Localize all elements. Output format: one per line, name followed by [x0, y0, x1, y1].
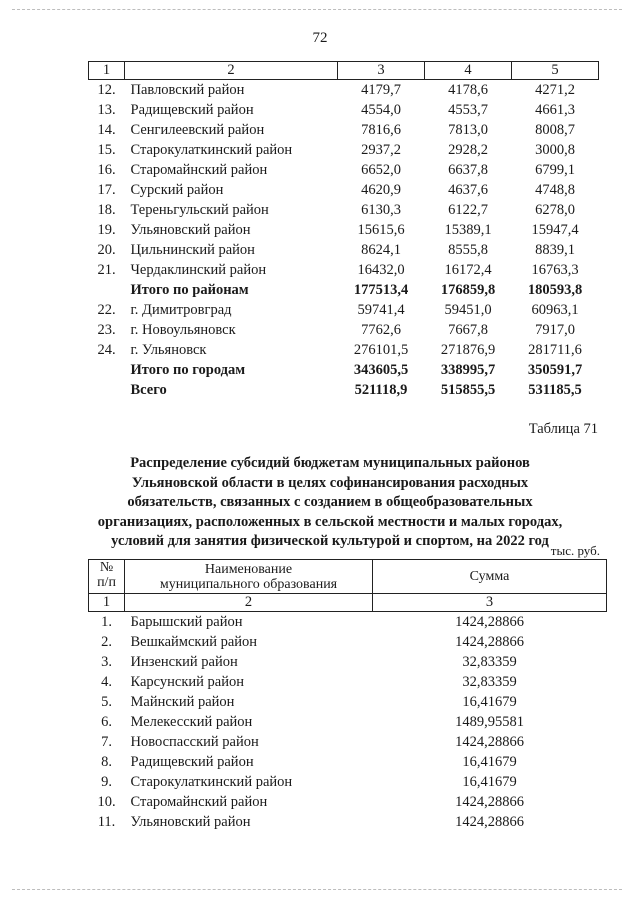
row-value-4: 338995,7: [440, 361, 496, 378]
table-row: [89, 240, 599, 260]
col-number: 4: [425, 62, 512, 80]
row-name: Итого по городам: [130, 361, 246, 378]
row-value-4: 4553,7: [448, 101, 488, 118]
row-name: Сенгилеевский район: [130, 121, 265, 138]
row-value-3: 59741,4: [357, 301, 405, 318]
row-number: 11.: [97, 813, 116, 830]
row-value-5: 350591,7: [527, 361, 583, 378]
row-number: 21.: [97, 261, 116, 278]
row-value-4: 7813,0: [448, 121, 488, 138]
table-row: [89, 160, 599, 180]
table-row: [89, 732, 607, 752]
table-heading: [90, 454, 570, 552]
row-value-3: 7816,6: [361, 121, 401, 138]
row-value-3: 8624,1: [361, 241, 401, 258]
row-name: Старокулаткинский район: [130, 141, 293, 158]
header-num: № п/п: [89, 560, 125, 594]
row-value-5: 531185,5: [528, 381, 582, 398]
row-name: г. Ульяновск: [130, 341, 207, 358]
table-row: [89, 752, 607, 772]
row-sum: 1424,28866: [455, 813, 524, 830]
row-number: 19.: [97, 221, 116, 238]
row-value-4: 6122,7: [448, 201, 488, 218]
row-value-4: 59451,0: [444, 301, 492, 318]
row-sum: 1424,28866: [455, 633, 524, 650]
row-value-5: 8839,1: [535, 241, 575, 258]
table-row: [89, 380, 599, 400]
row-name: Инзенский район: [130, 653, 238, 670]
row-number: 20.: [97, 241, 116, 258]
table-row: [89, 80, 599, 101]
page-number: 72: [312, 30, 328, 46]
row-value-4: 176859,8: [440, 281, 496, 298]
row-name: Старомайнский район: [130, 793, 268, 810]
header-row: [89, 560, 607, 594]
row-value-5: 6799,1: [535, 161, 575, 178]
heading-line: Распределение субсидий бюджетам муниципальных районов: [130, 455, 530, 471]
row-name: Цильнинский район: [130, 241, 255, 258]
header-sum: Сумма: [373, 560, 607, 594]
row-value-3: 343605,5: [353, 361, 409, 378]
row-number: 14.: [97, 121, 116, 138]
table-row: [89, 632, 607, 652]
table-row: [89, 200, 599, 220]
row-name: г. Новоульяновск: [130, 321, 236, 338]
row-sum: 1424,28866: [455, 733, 524, 750]
row-value-3: 6652,0: [361, 161, 401, 178]
row-name: Радищевский район: [130, 753, 254, 770]
row-value-4: 2928,2: [448, 141, 488, 158]
table-row: [89, 692, 607, 712]
column-number-row: [89, 62, 599, 80]
row-name: Майнский район: [130, 693, 235, 710]
row-number: [89, 360, 125, 380]
table-row: [89, 772, 607, 792]
row-value-5: 281711,6: [528, 341, 582, 358]
row-value-3: 177513,4: [353, 281, 409, 298]
row-name: Ульяновский район: [130, 813, 251, 830]
row-number: 23.: [97, 321, 116, 338]
row-number: 18.: [97, 201, 116, 218]
row-sum: 32,83359: [462, 653, 517, 670]
row-value-5: 6278,0: [535, 201, 575, 218]
table-caption: Таблица 71: [528, 421, 598, 437]
row-value-5: 4271,2: [535, 81, 575, 98]
table-row: [89, 320, 599, 340]
row-sum: 1424,28866: [455, 793, 524, 810]
table-row: [89, 260, 599, 280]
row-value-3: 2937,2: [361, 141, 401, 158]
table-row: [89, 812, 607, 832]
col-number: 3: [373, 594, 607, 612]
col-number: 1: [89, 62, 125, 80]
row-name: Всего: [130, 381, 167, 398]
heading-line: организациях, расположенных в сельской местности и малых городах,: [97, 513, 563, 530]
row-value-4: 271876,9: [440, 341, 496, 358]
row-sum: 16,41679: [462, 773, 517, 790]
table-row: [89, 220, 599, 240]
row-number: 24.: [97, 341, 116, 358]
row-value-4: 4637,6: [448, 181, 488, 198]
header-name: Наименование муниципального образования: [125, 560, 373, 594]
row-number: 15.: [97, 141, 116, 158]
row-value-3: 276101,5: [353, 341, 409, 358]
row-number: 8.: [101, 753, 112, 770]
row-number: [89, 280, 125, 300]
row-number: 12.: [97, 81, 116, 98]
table-row: [89, 280, 599, 300]
column-number-row: [89, 594, 607, 612]
row-name: Вешкаймский район: [130, 633, 258, 650]
scan-edge-bottom: [12, 889, 622, 890]
row-value-4: 515855,5: [440, 381, 496, 398]
col-number: 3: [338, 62, 425, 80]
row-value-5: 4661,3: [535, 101, 575, 118]
row-number: 6.: [101, 713, 112, 730]
row-number: 9.: [101, 773, 112, 790]
table-row: [89, 120, 599, 140]
row-value-5: 180593,8: [527, 281, 583, 298]
heading-line: условий для занятия физической культурой и спортом, на 2022 год: [111, 533, 549, 550]
table-row: [89, 140, 599, 160]
row-value-5: 3000,8: [535, 141, 575, 158]
continuation-table: [88, 61, 599, 400]
unit-label: тыс. руб.: [550, 543, 600, 558]
row-name: Чердаклинский район: [130, 261, 267, 278]
row-value-4: 16172,4: [444, 261, 492, 278]
row-name: Ульяновский район: [130, 221, 251, 238]
row-name: Тереньгульский район: [130, 201, 269, 218]
row-sum: 32,83359: [462, 673, 517, 690]
row-sum: 16,41679: [462, 693, 517, 710]
row-name: Карсунский район: [130, 673, 245, 690]
row-value-3: 16432,0: [357, 261, 405, 278]
row-value-3: 4554,0: [361, 101, 401, 118]
row-value-4: 8555,8: [448, 241, 488, 258]
col-number: 2: [125, 62, 338, 80]
table-row: [89, 672, 607, 692]
row-value-4: 7667,8: [448, 321, 488, 338]
row-number: 4.: [101, 673, 112, 690]
col-number: 2: [125, 594, 373, 612]
row-value-3: 4179,7: [361, 81, 401, 98]
table-row: [89, 792, 607, 812]
row-number: 3.: [101, 653, 112, 670]
row-value-4: 4178,6: [448, 81, 488, 98]
row-number: 22.: [97, 301, 116, 318]
row-value-5: 60963,1: [531, 301, 579, 318]
table-row: [89, 180, 599, 200]
row-value-3: 521118,9: [354, 381, 408, 398]
row-name: Старокулаткинский район: [130, 773, 293, 790]
row-number: 5.: [101, 693, 112, 710]
table-row: [89, 612, 607, 633]
row-name: г. Димитровград: [130, 301, 232, 318]
row-value-3: 4620,9: [361, 181, 401, 198]
row-number: 1.: [101, 613, 112, 630]
row-number: 7.: [101, 733, 112, 750]
table-row: [89, 100, 599, 120]
heading-line: обязательств, связанных с созданием в общеобразовательных: [127, 494, 533, 511]
row-name: Новоспасский район: [130, 733, 259, 750]
row-value-5: 15947,4: [531, 221, 579, 238]
row-value-5: 8008,7: [535, 121, 575, 138]
row-name: Сурский район: [130, 181, 224, 198]
row-value-5: 7917,0: [535, 321, 575, 338]
row-value-3: 15615,6: [357, 221, 405, 238]
row-value-4: 15389,1: [444, 221, 492, 238]
row-name: Радищевский район: [130, 101, 254, 118]
row-value-3: 7762,6: [361, 321, 401, 338]
row-sum: 16,41679: [462, 753, 517, 770]
row-number: 10.: [97, 793, 116, 810]
row-value-5: 4748,8: [535, 181, 575, 198]
heading-line: Ульяновской области в целях софинансирования расходных: [131, 474, 529, 491]
table-row: [89, 340, 599, 360]
scan-edge-top: [12, 9, 622, 10]
row-number: 2.: [101, 633, 112, 650]
table-row: [89, 652, 607, 672]
col-number: 5: [512, 62, 599, 80]
row-value-4: 6637,8: [448, 161, 488, 178]
table-row: [89, 712, 607, 732]
row-name: Барышский район: [130, 613, 243, 630]
row-name: Итого по районам: [130, 281, 249, 298]
row-number: 17.: [97, 181, 116, 198]
row-number: 16.: [97, 161, 116, 178]
row-value-3: 6130,3: [361, 201, 401, 218]
row-name: Старомайнский район: [130, 161, 268, 178]
subsidy-table: [88, 559, 607, 832]
table-row: [89, 300, 599, 320]
row-name: Мелекесский район: [130, 713, 253, 730]
row-value-5: 16763,3: [531, 261, 579, 278]
row-sum: 1489,95581: [455, 713, 524, 730]
table-row: [89, 360, 599, 380]
row-name: Павловский район: [130, 81, 245, 98]
row-number: [89, 380, 125, 400]
row-number: 13.: [97, 101, 116, 118]
col-number: 1: [89, 594, 125, 612]
row-sum: 1424,28866: [455, 613, 524, 630]
